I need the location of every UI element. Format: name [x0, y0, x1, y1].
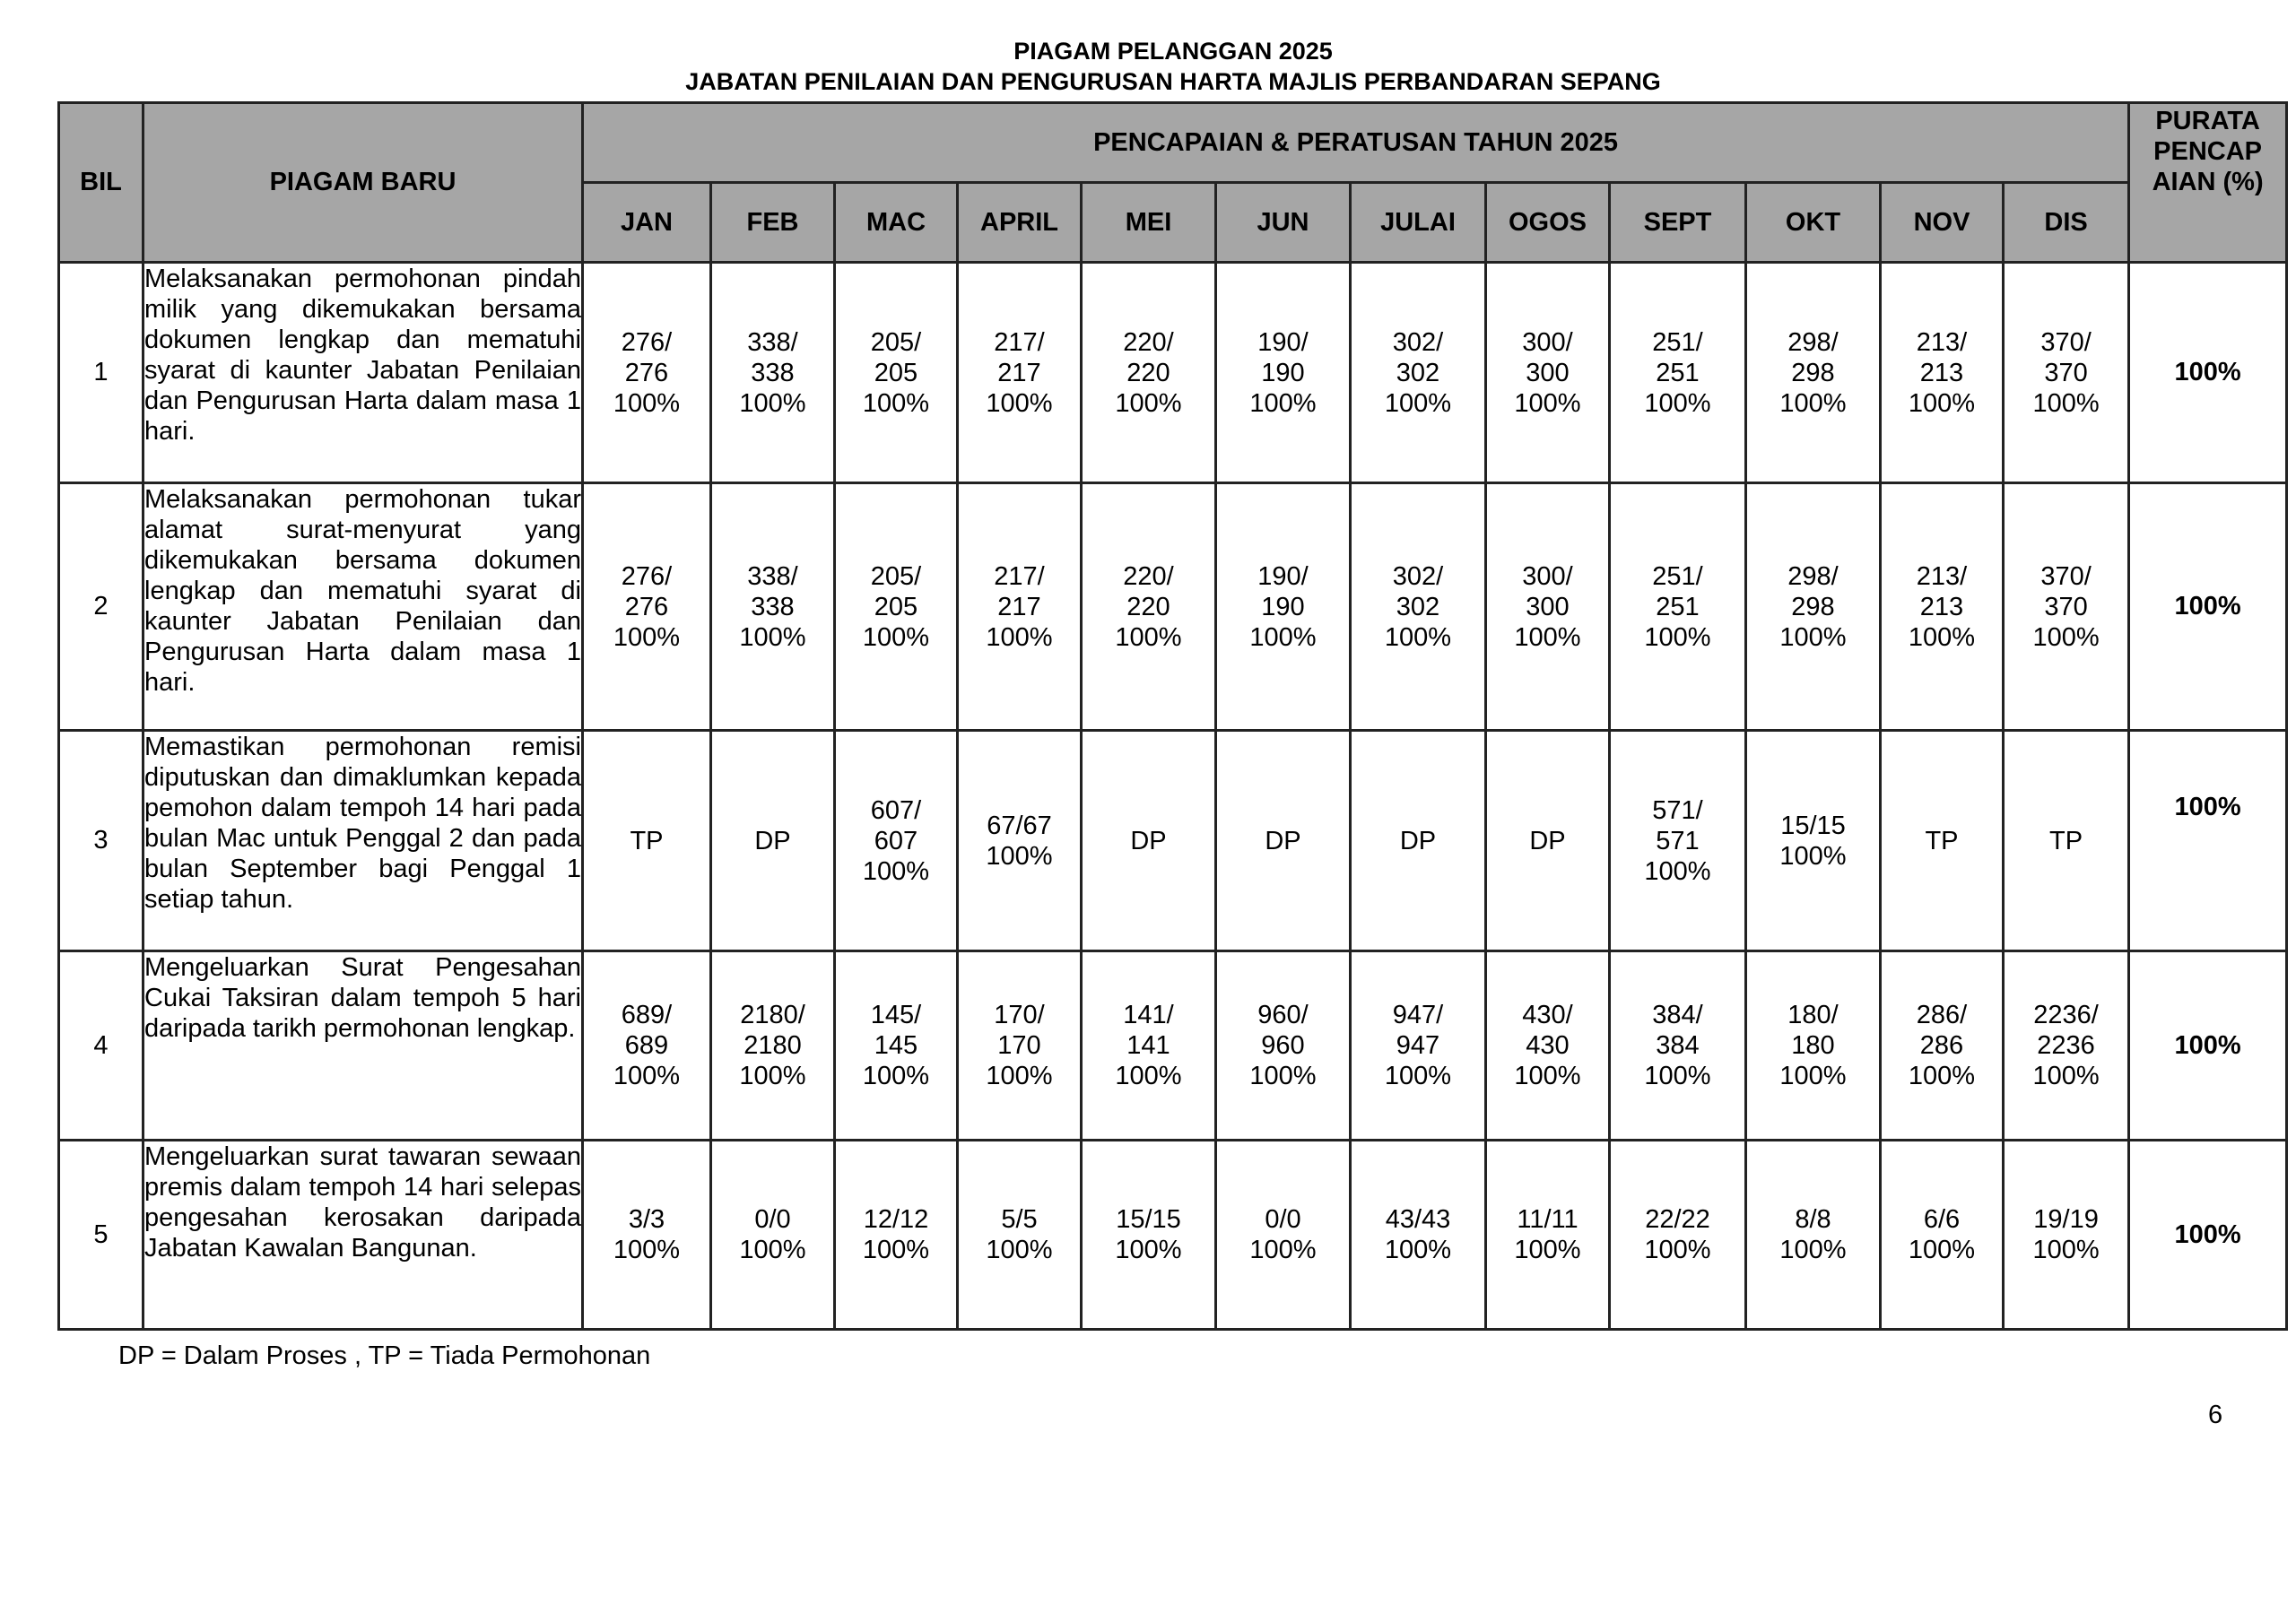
table-row — [59, 1141, 2287, 1330]
month-value-line: 298/ — [1787, 561, 1839, 591]
charter-description: Mengeluarkan Surat Pengesahan Cukai Taksiran dalam tempoh 5 hari daripada tarikh permohonan lengkap. — [144, 951, 583, 1141]
month-value-line: 607/ — [870, 795, 922, 825]
month-value-line: 205/ — [870, 561, 922, 591]
month-value-line: 100% — [1249, 1236, 1317, 1264]
month-value-cell — [958, 483, 1082, 731]
month-value-line: 190 — [1261, 358, 1305, 387]
month-value-line: 19/19 — [2033, 1205, 2099, 1234]
month-value-cell — [958, 1141, 1082, 1330]
month-value-line: 43/43 — [1385, 1205, 1451, 1234]
month-value-line: 217/ — [994, 327, 1045, 357]
month-value-line: 217/ — [994, 561, 1045, 591]
month-value-line: 338 — [751, 358, 795, 387]
month-value-line: 220 — [1126, 592, 1170, 621]
month-value-line: 276 — [624, 358, 669, 387]
month-value-cell — [1351, 951, 1486, 1141]
month-value-cell — [1746, 1141, 1881, 1330]
month-value-cell — [1082, 951, 1216, 1141]
title-line-1: PIAGAM PELANGGAN 2025 — [1013, 38, 1333, 65]
table-row — [59, 951, 2287, 1141]
month-value-line: 384 — [1656, 1031, 1700, 1060]
month-value-line: 100% — [1115, 1062, 1182, 1090]
month-value-line: 100% — [613, 1236, 681, 1264]
month-value-line: 100% — [1644, 388, 1711, 418]
row-number: 4 — [59, 951, 144, 1141]
month-value-line: 100% — [862, 622, 930, 652]
month-value-line: 100% — [1384, 1062, 1452, 1090]
month-value-cell — [1351, 1141, 1486, 1330]
month-value-line: 100% — [1779, 622, 1847, 652]
month-value-cell — [958, 951, 1082, 1141]
month-value-cell — [711, 951, 835, 1141]
month-value-line: 12/12 — [863, 1205, 929, 1234]
month-value-line: 100% — [2032, 1062, 2100, 1090]
month-value-line: 213/ — [1916, 327, 1968, 357]
month-value-line: 100% — [1644, 856, 1711, 886]
header-piagam-baru: PIAGAM BARU — [144, 103, 583, 263]
month-value-line: 302/ — [1392, 327, 1444, 357]
month-value-line: 370 — [2044, 358, 2088, 387]
month-value-cell — [1486, 483, 1610, 731]
month-value-line: 217 — [997, 592, 1041, 621]
average-percentage: 100% — [2129, 731, 2287, 951]
month-value-line: 276 — [624, 592, 669, 621]
month-value-cell — [1486, 731, 1610, 951]
month-value-line: 251/ — [1652, 327, 1703, 357]
month-value-line: TP — [630, 826, 664, 855]
month-value-line: DP — [1130, 826, 1167, 855]
month-value-line: 251/ — [1652, 561, 1703, 591]
header-month-dis: DIS — [2004, 183, 2129, 263]
header-month-jun: JUN — [1216, 183, 1351, 263]
month-value-cell — [1881, 951, 2004, 1141]
title-line-2: JABATAN PENILAIAN DAN PENGURUSAN HARTA MAJLIS PERBANDARAN SEPANG — [685, 68, 1661, 95]
month-value-line: 2236/ — [2033, 1001, 2099, 1029]
row-number: 5 — [59, 1141, 144, 1330]
month-value-line: 141/ — [1123, 1001, 1174, 1029]
customer-charter-table — [57, 101, 2288, 1331]
month-value-cell — [1216, 951, 1351, 1141]
header-purata-pencapaian — [2129, 103, 2287, 263]
month-value-cell — [835, 951, 958, 1141]
month-value-cell — [711, 483, 835, 731]
month-value-cell — [1216, 483, 1351, 731]
month-value-line: 384/ — [1652, 1001, 1703, 1029]
month-value-line: 100% — [986, 388, 1053, 418]
month-value-cell — [1351, 731, 1486, 951]
month-value-cell — [1746, 731, 1881, 951]
month-value-line: 190 — [1261, 592, 1305, 621]
month-value-line: 6/6 — [1923, 1205, 1961, 1234]
month-value-line: 145 — [874, 1031, 918, 1060]
month-value-line: 220/ — [1123, 327, 1174, 357]
month-value-line: 5/5 — [1001, 1205, 1038, 1234]
month-value-line: DP — [1265, 826, 1301, 855]
month-value-line: 100% — [1514, 388, 1581, 418]
month-value-line: 100% — [1384, 622, 1452, 652]
month-value-line: 298/ — [1787, 327, 1839, 357]
month-value-cell — [1082, 483, 1216, 731]
month-value-line: 100% — [862, 388, 930, 418]
month-value-cell — [711, 263, 835, 483]
month-value-line: 100% — [1908, 388, 1976, 418]
month-value-cell — [1746, 483, 1881, 731]
average-percentage: 100% — [2129, 951, 2287, 1141]
header-bil: BIL — [59, 103, 144, 263]
charter-table-body — [59, 263, 2287, 1330]
month-value-line: 0/0 — [754, 1205, 791, 1234]
month-value-line: 100% — [862, 856, 930, 886]
month-value-line: 213/ — [1916, 561, 1968, 591]
month-value-cell — [583, 951, 711, 1141]
month-value-line: 370 — [2044, 592, 2088, 621]
month-value-line: 251 — [1656, 358, 1700, 387]
month-value-line: 286 — [1919, 1031, 1964, 1060]
month-value-line: 170 — [997, 1031, 1041, 1060]
month-value-line: 100% — [739, 388, 806, 418]
header-month-ogos: OGOS — [1486, 183, 1610, 263]
month-value-line: 370/ — [2040, 561, 2092, 591]
month-value-line: 947/ — [1392, 1001, 1444, 1029]
table-row — [59, 731, 2287, 951]
charter-description: Melaksanakan permohonan tukar alamat surat-menyurat yang dikemukakan bersama dokumen lengkap dan mematuhi syarat di kaunter Jabatan Penilaian dan Pengurusan Harta dalam masa 1 hari. — [144, 483, 583, 731]
month-value-line: 2180/ — [740, 1001, 805, 1029]
month-value-cell — [1610, 483, 1746, 731]
month-value-cell — [1610, 731, 1746, 951]
page-number: 6 — [2208, 1401, 2223, 1429]
month-value-line: 300/ — [1522, 327, 1573, 357]
row-number: 3 — [59, 731, 144, 951]
month-value-line: 15/15 — [1116, 1205, 1181, 1234]
month-value-cell — [583, 483, 711, 731]
header-month-feb: FEB — [711, 183, 835, 263]
month-value-line: 213 — [1919, 592, 1964, 621]
table-row — [59, 483, 2287, 731]
month-value-line: 302/ — [1392, 561, 1444, 591]
month-value-line: DP — [754, 826, 791, 855]
month-value-line: 100% — [613, 388, 681, 418]
month-value-line: 100% — [613, 1062, 681, 1090]
month-value-cell — [1881, 483, 2004, 731]
month-value-cell — [1881, 1141, 2004, 1330]
month-value-line: 0/0 — [1265, 1205, 1301, 1234]
month-value-line: DP — [1399, 826, 1437, 855]
header-month-sept: SEPT — [1610, 183, 1746, 263]
header-month-april: APRIL — [958, 183, 1082, 263]
month-value-line: 180/ — [1787, 1001, 1839, 1029]
month-value-cell — [1610, 263, 1746, 483]
month-value-line: 571/ — [1652, 795, 1703, 825]
month-value-line: 170/ — [994, 1001, 1045, 1029]
month-value-line: 607 — [874, 826, 918, 855]
month-value-line: 100% — [1779, 1236, 1847, 1264]
month-value-line: 100% — [1115, 388, 1182, 418]
average-percentage: 100% — [2129, 1141, 2287, 1330]
month-value-line: 100% — [1249, 388, 1317, 418]
month-value-cell — [835, 1141, 958, 1330]
charter-description: Mengeluarkan surat tawaran sewaan premis dalam tempoh 14 hari selepas pengesahan kerosakan daripada Jabatan Kawalan Bangunan. — [144, 1141, 583, 1330]
month-value-line: 338/ — [747, 327, 798, 357]
month-value-line: 190/ — [1257, 561, 1309, 591]
month-value-line: 220/ — [1123, 561, 1174, 591]
month-value-line: 100% — [739, 1062, 806, 1090]
month-value-line: 100% — [986, 1236, 1053, 1264]
month-value-line: 141 — [1126, 1031, 1170, 1060]
month-value-line: 8/8 — [1795, 1205, 1831, 1234]
month-value-line: 100% — [1514, 1236, 1581, 1264]
month-value-line: 276/ — [621, 327, 673, 357]
month-value-cell — [583, 731, 711, 951]
row-number: 1 — [59, 263, 144, 483]
table-row — [59, 263, 2287, 483]
month-value-cell — [1486, 1141, 1610, 1330]
header-purata-line: AIAN (%) — [2152, 168, 2264, 196]
month-value-cell — [2004, 951, 2129, 1141]
month-value-cell — [1610, 1141, 1746, 1330]
month-value-line: 100% — [986, 841, 1053, 871]
month-value-line: 338 — [751, 592, 795, 621]
month-value-line: 100% — [739, 1236, 806, 1264]
month-value-cell — [958, 263, 1082, 483]
month-value-line: 145/ — [870, 1001, 922, 1029]
header-month-jan: JAN — [583, 183, 711, 263]
month-value-line: 2236 — [2037, 1031, 2095, 1060]
month-value-line: 205 — [874, 592, 918, 621]
month-value-line: TP — [1925, 826, 1959, 855]
month-value-line: TP — [2049, 826, 2083, 855]
month-value-line: 100% — [1384, 1236, 1452, 1264]
month-value-line: 205 — [874, 358, 918, 387]
month-value-cell — [1216, 263, 1351, 483]
month-value-line: 217 — [997, 358, 1041, 387]
month-value-line: 286/ — [1916, 1001, 1968, 1029]
month-value-cell — [1082, 263, 1216, 483]
header-pencapaian: PENCAPAIAN & PERATUSAN TAHUN 2025 — [583, 103, 2129, 183]
month-value-line: 251 — [1656, 592, 1700, 621]
month-value-line: 67/67 — [987, 811, 1052, 840]
month-value-cell — [2004, 263, 2129, 483]
month-value-line: 213 — [1919, 358, 1964, 387]
month-value-line: 100% — [613, 622, 681, 652]
month-value-cell — [583, 263, 711, 483]
row-number: 2 — [59, 483, 144, 731]
month-value-line: 947 — [1396, 1031, 1440, 1060]
month-value-cell — [1881, 731, 2004, 951]
month-value-cell — [958, 731, 1082, 951]
month-value-cell — [711, 1141, 835, 1330]
month-value-cell — [583, 1141, 711, 1330]
header-purata-line: PENCAP — [2153, 137, 2263, 166]
month-value-cell — [2004, 731, 2129, 951]
month-value-line: 11/11 — [1517, 1205, 1578, 1234]
month-value-line: 298 — [1791, 592, 1835, 621]
legend-note: DP = Dalam Proses , TP = Tiada Permohonan — [118, 1341, 651, 1370]
month-value-line: 300 — [1526, 358, 1570, 387]
month-value-line: 100% — [1779, 841, 1847, 871]
charter-description: Memastikan permohonan remisi diputuskan dan dimaklumkan kepada pemohon dalam tempoh 14 hari pada bulan Mac untuk Penggal 2 dan pada bulan September bagi Penggal 1 setiap tahun. — [144, 731, 583, 951]
month-value-line: 100% — [1779, 1062, 1847, 1090]
month-value-line: 100% — [1249, 622, 1317, 652]
month-value-line: 100% — [1514, 622, 1581, 652]
month-value-line: 298 — [1791, 358, 1835, 387]
header-month-mac: MAC — [835, 183, 958, 263]
month-value-line: 100% — [986, 1062, 1053, 1090]
month-value-line: 100% — [739, 622, 806, 652]
month-value-line: 370/ — [2040, 327, 2092, 357]
month-value-line: 100% — [2032, 622, 2100, 652]
month-value-cell — [835, 731, 958, 951]
month-value-line: 100% — [1908, 622, 1976, 652]
header-month-mei: MEI — [1082, 183, 1216, 263]
average-percentage: 100% — [2129, 483, 2287, 731]
month-value-line: 100% — [1514, 1062, 1581, 1090]
month-value-line: 100% — [2032, 1236, 2100, 1264]
header-row-top — [59, 103, 2287, 183]
month-value-line: 100% — [862, 1062, 930, 1090]
header-month-nov: NOV — [1881, 183, 2004, 263]
month-value-line: 15/15 — [1780, 811, 1846, 840]
month-value-line: 300/ — [1522, 561, 1573, 591]
month-value-line: 3/3 — [628, 1205, 665, 1234]
month-value-line: 100% — [1384, 388, 1452, 418]
month-value-line: 100% — [1908, 1062, 1976, 1090]
month-value-line: 960 — [1261, 1031, 1305, 1060]
month-value-line: 2180 — [744, 1031, 802, 1060]
month-value-line: 302 — [1396, 592, 1440, 621]
month-value-line: 689 — [624, 1031, 669, 1060]
month-value-cell — [1881, 263, 2004, 483]
month-value-line: 100% — [1115, 622, 1182, 652]
month-value-cell — [1216, 1141, 1351, 1330]
month-value-line: 430/ — [1522, 1001, 1573, 1029]
month-value-line: 302 — [1396, 358, 1440, 387]
month-value-line: 571 — [1656, 826, 1700, 855]
header-month-julai: JULAI — [1351, 183, 1486, 263]
month-value-line: 100% — [1249, 1062, 1317, 1090]
header-purata-line: PURATA — [2155, 107, 2260, 135]
month-value-cell — [2004, 483, 2129, 731]
month-value-cell — [2004, 1141, 2129, 1330]
document-title — [0, 36, 2296, 97]
month-value-line: 220 — [1126, 358, 1170, 387]
month-value-cell — [1351, 483, 1486, 731]
month-value-line: 100% — [2032, 388, 2100, 418]
month-value-line: 190/ — [1257, 327, 1309, 357]
month-value-line: 100% — [1908, 1236, 1976, 1264]
month-value-cell — [1746, 951, 1881, 1141]
month-value-line: 100% — [862, 1236, 930, 1264]
month-value-line: 180 — [1791, 1031, 1835, 1060]
month-value-line: 338/ — [747, 561, 798, 591]
month-value-cell — [1351, 263, 1486, 483]
month-value-cell — [1610, 951, 1746, 1141]
month-value-line: 100% — [1779, 388, 1847, 418]
month-value-cell — [835, 483, 958, 731]
charter-description: Melaksanakan permohonan pindah milik yang dikemukakan bersama dokumen lengkap dan mematuhi syarat di kaunter Jabatan Penilaian dan Pengurusan Harta dalam masa 1 hari. — [144, 263, 583, 483]
month-value-cell — [1486, 263, 1610, 483]
header-month-okt: OKT — [1746, 183, 1881, 263]
month-value-line: 100% — [986, 622, 1053, 652]
average-percentage: 100% — [2129, 263, 2287, 483]
month-value-line: 960/ — [1257, 1001, 1309, 1029]
month-value-line: 100% — [1644, 1062, 1711, 1090]
month-value-line: 100% — [1644, 1236, 1711, 1264]
month-value-line: DP — [1529, 826, 1566, 855]
month-value-cell — [1082, 1141, 1216, 1330]
month-value-line: 300 — [1526, 592, 1570, 621]
month-value-line: 276/ — [621, 561, 673, 591]
month-value-cell — [1486, 951, 1610, 1141]
month-value-cell — [1746, 263, 1881, 483]
month-value-line: 689/ — [621, 1001, 673, 1029]
month-value-line: 100% — [1644, 622, 1711, 652]
month-value-cell — [1082, 731, 1216, 951]
month-value-cell — [835, 263, 958, 483]
month-value-line: 22/22 — [1645, 1205, 1710, 1234]
month-value-line: 430 — [1526, 1031, 1570, 1060]
month-value-cell — [711, 731, 835, 951]
month-value-cell — [1216, 731, 1351, 951]
month-value-line: 205/ — [870, 327, 922, 357]
month-value-line: 100% — [1115, 1236, 1182, 1264]
